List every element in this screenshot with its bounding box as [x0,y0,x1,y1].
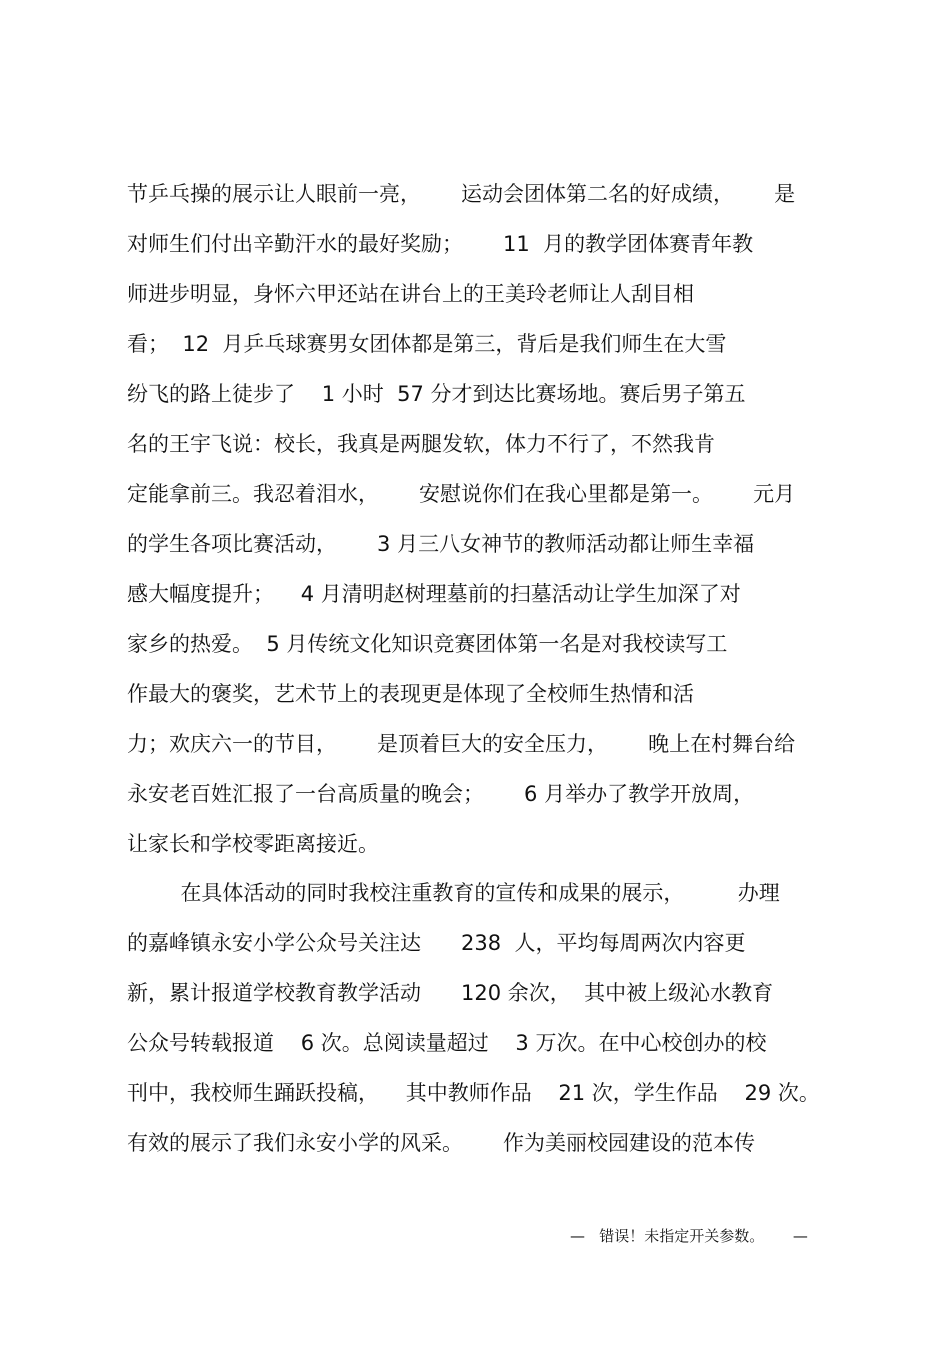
body-text-line: 对师生们付出辛勤汗水的最好奖励； 11 月的教学团体赛青年教 [127,232,754,256]
body-text-line: 刊中，我校师生踊跃投稿， 其中教师作品 21 次，学生作品 29 次。 [127,1081,820,1105]
body-text-line: 师进步明显，身怀六甲还站在讲台上的王美玲老师让人刮目相 [127,282,694,306]
body-text-line: 的嘉峰镇永安小学公众号关注达 238 人，平均每周两次内容更 [127,931,746,955]
body-text-line: 感大幅度提升； 4 月清明赵树理墓前的扫墓活动让学生加深了对 [127,582,741,606]
body-text-line: 公众号转载报道 6 次。总阅读量超过 3 万次。在中心校创办的校 [127,1031,767,1055]
body-text-line: 让家长和学校零距离接近。 [127,832,379,856]
body-text-line: 有效的展示了我们永安小学的风采。 作为美丽校园建设的范本传 [127,1131,756,1155]
body-text-line: 力；欢庆六一的节目， 是顶着巨大的安全压力， 晚上在村舞台给 [127,732,796,756]
body-text-line: 家乡的热爱。 5 月传统文化知识竞赛团体第一名是对我校读写工 [127,632,728,656]
body-text-line: 名的王宇飞说：校长，我真是两腿发软，体力不行了，不然我肯 [127,432,715,456]
body-text-line: 纷飞的路上徒步了 1 小时 57 分才到达比赛场地。赛后男子第五 [127,382,746,406]
paragraph-first-line: 在具体活动的同时我校注重教育的宣传和成果的展示， 办理 [127,881,780,905]
page-footer: — 错误！未指定开关参数。 — [570,1227,808,1245]
body-text-line: 节乒乓操的展示让人眼前一亮， 运动会团体第二名的好成绩， 是 [127,182,796,206]
body-text-line: 作最大的褒奖，艺术节上的表现更是体现了全校师生热情和活 [127,682,694,706]
body-text-line: 新，累计报道学校教育教学活动 120 余次， 其中被上级沁水教育 [127,981,774,1005]
body-text-line: 定能拿前三。我忍着泪水， 安慰说你们在我心里都是第一。 元月 [127,482,796,506]
body-text-line: 永安老百姓汇报了一台高质量的晚会； 6 月举办了教学开放周， [127,782,755,806]
body-text-line: 看； 12 月乒乓球赛男女团体都是第三，背后是我们师生在大雪 [127,332,727,356]
body-text-line: 的学生各项比赛活动， 3 月三八女神节的教师活动都让师生幸福 [127,532,755,556]
